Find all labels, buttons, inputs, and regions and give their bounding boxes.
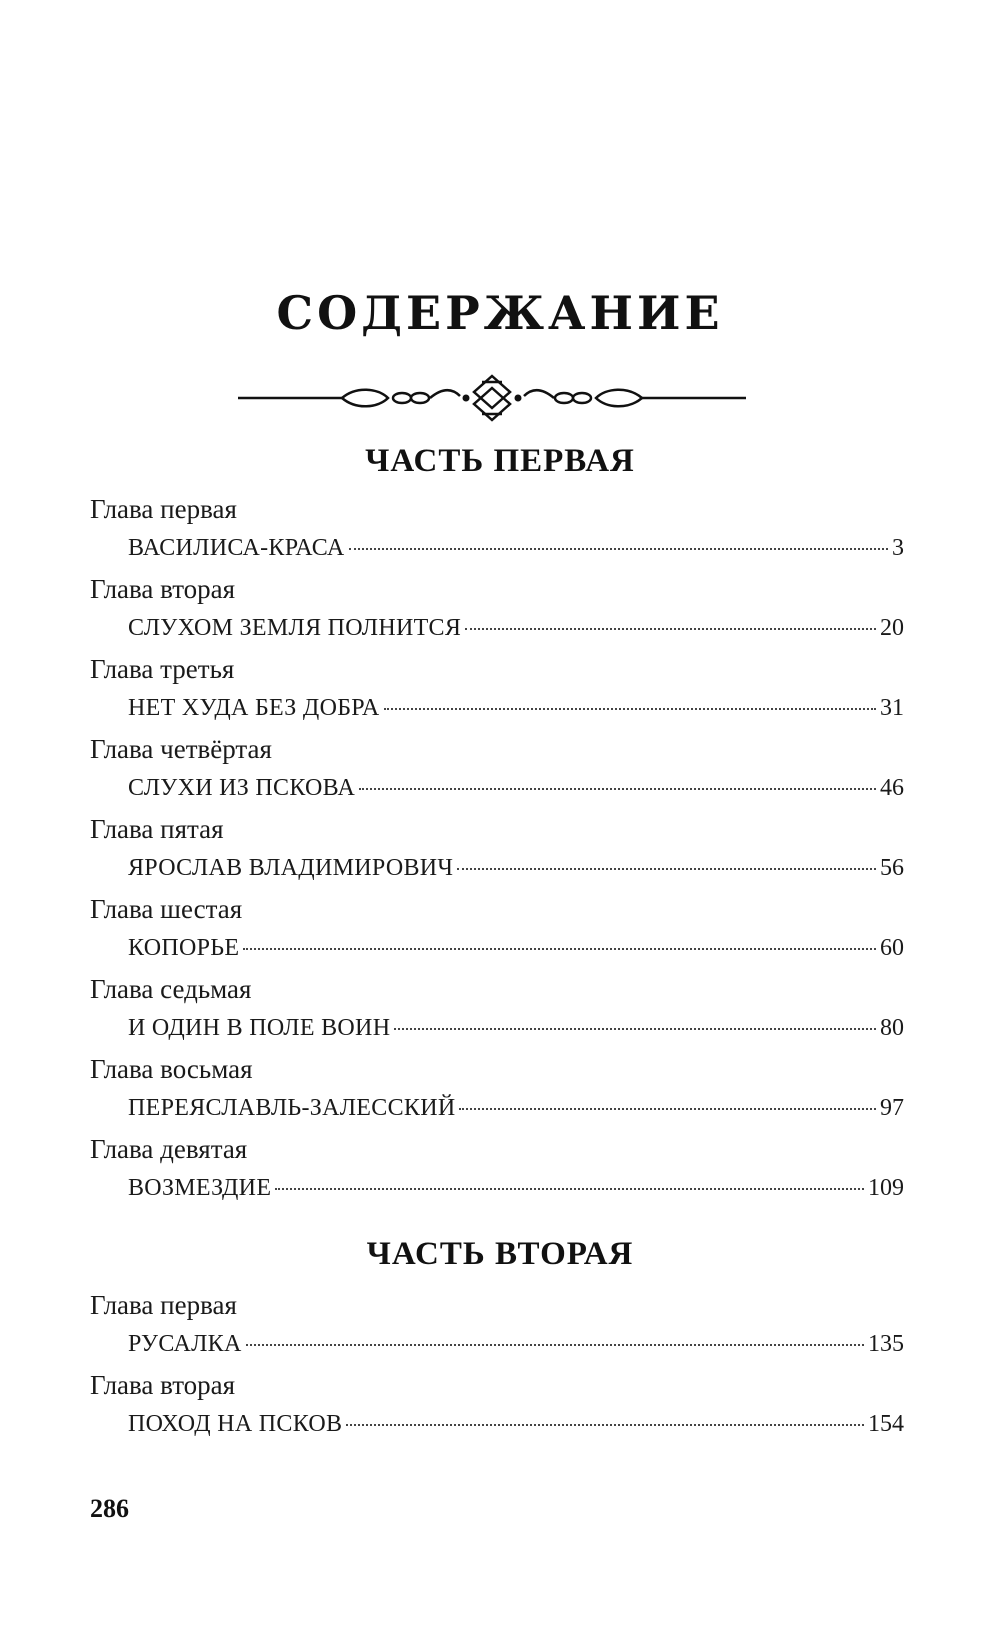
dot-leader	[459, 1108, 876, 1110]
toc-entry-page: 56	[880, 855, 904, 881]
chapter-label: Глава третья	[90, 654, 235, 684]
toc-entry[interactable]	[128, 615, 904, 642]
dot-leader	[275, 1188, 864, 1190]
toc-entry[interactable]	[128, 1411, 904, 1438]
dot-leader	[394, 1028, 876, 1030]
toc-entry-page: 20	[880, 615, 904, 641]
chapter-label: Глава первая	[90, 1290, 237, 1320]
part-title: ЧАСТЬ ВТОРАЯ	[366, 1236, 634, 1272]
chapter-label: Глава вторая	[90, 1370, 236, 1400]
toc-entry-title: И ОДИН В ПОЛЕ ВОИН	[128, 1015, 391, 1041]
toc-entry-title: НЕТ ХУДА БЕЗ ДОБРА	[128, 695, 380, 721]
toc-entry-page: 60	[880, 935, 904, 961]
toc-entry-page: 109	[868, 1175, 904, 1201]
chapter-label: Глава седьмая	[90, 974, 252, 1004]
ornament-divider-icon	[238, 370, 746, 426]
toc-entry-title: ЯРОСЛАВ ВЛАДИМИРОВИЧ	[128, 855, 454, 881]
toc-entry-title: ВАСИЛИСА-КРАСА	[128, 535, 345, 561]
dot-leader	[246, 1344, 864, 1346]
toc-entry-title: КОПОРЬЕ	[128, 935, 240, 961]
dot-leader	[359, 788, 876, 790]
toc-entry-title: РУСАЛКА	[128, 1331, 242, 1357]
dot-leader	[349, 548, 889, 550]
dot-leader	[346, 1424, 864, 1426]
chapter-label: Глава восьмая	[90, 1054, 253, 1084]
toc-entry-title: СЛУХИ ИЗ ПСКОВА	[128, 775, 356, 801]
dot-leader	[384, 708, 876, 710]
toc-entry[interactable]	[128, 1095, 904, 1122]
toc-entry-page: 154	[868, 1411, 904, 1437]
part-title: ЧАСТЬ ПЕРВАЯ	[365, 443, 635, 479]
toc-entry-page: 80	[880, 1015, 904, 1041]
toc-entry[interactable]	[128, 1331, 904, 1358]
toc-entry[interactable]	[128, 855, 904, 882]
toc-entry[interactable]	[128, 1175, 904, 1202]
toc-entry-page: 3	[892, 535, 904, 561]
page-number: 286	[90, 1494, 129, 1523]
toc-entry-page: 46	[880, 775, 904, 801]
toc-entry-page: 31	[880, 695, 904, 721]
toc-entry[interactable]	[128, 695, 904, 722]
dot-leader	[457, 868, 876, 870]
toc-entry-title: СЛУХОМ ЗЕМЛЯ ПОЛНИТСЯ	[128, 615, 462, 641]
chapter-label: Глава вторая	[90, 574, 236, 604]
toc-entry[interactable]	[128, 1015, 904, 1042]
toc-entry[interactable]	[128, 535, 904, 562]
toc-entry-title: ВОЗМЕЗДИЕ	[128, 1175, 272, 1201]
toc-entry-title: ПОХОД НА ПСКОВ	[128, 1411, 343, 1437]
dot-leader	[465, 628, 876, 630]
toc-entry[interactable]	[128, 775, 904, 802]
page-title: СОДЕРЖАНИЕ	[276, 286, 724, 340]
chapter-label: Глава первая	[90, 494, 237, 524]
chapter-label: Глава пятая	[90, 814, 224, 844]
toc-entry-page: 135	[868, 1331, 904, 1357]
chapter-label: Глава девятая	[90, 1134, 248, 1164]
toc-entry[interactable]	[128, 935, 904, 962]
toc-entry-title: ПЕРЕЯСЛАВЛЬ-ЗАЛЕССКИЙ	[128, 1095, 456, 1121]
dot-leader	[243, 948, 876, 950]
chapter-label: Глава шестая	[90, 894, 243, 924]
toc-entry-page: 97	[880, 1095, 904, 1121]
chapter-label: Глава четвёртая	[90, 734, 272, 764]
